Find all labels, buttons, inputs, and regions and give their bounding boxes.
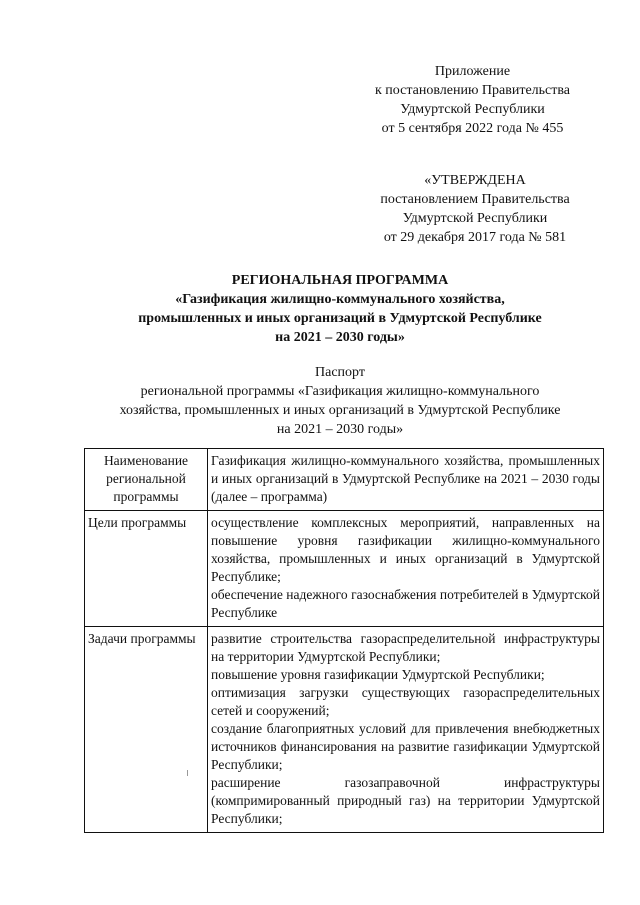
passport-heading (60, 363, 620, 439)
row-name-cell: Задачи программы (85, 627, 208, 833)
appendix-line: Удмуртской Республики (400, 102, 545, 117)
appendix-header (345, 62, 600, 138)
row-item: расширение газозаправочной инфраструктуры (компримированный природный газ) на территории Удмуртской Республики; (211, 775, 600, 826)
passport-table (84, 448, 604, 833)
appendix-line: Приложение (434, 64, 511, 79)
row-item: обеспечение надежного газоснабжения потребителей в Удмуртской Республике (211, 587, 600, 620)
appendix-line: от 5 сентября 2022 года № 455 (381, 121, 564, 136)
row-item: развитие строительства газораспределительной инфраструктуры на территории Удмуртской Республики; (211, 631, 600, 664)
title-line: «Газификация жилищно-коммунального хозяйства, (175, 292, 505, 307)
row-value-cell (208, 449, 604, 511)
title-line: РЕГИОНАЛЬНАЯ ПРОГРАММА (231, 273, 449, 288)
row-item: осуществление комплексных мероприятий, направленных на повышение уровня газификации жилищно-коммунального хозяйства, промышленных и иных организаций в Удмуртской Республике; (211, 515, 600, 584)
scan-artifact (187, 770, 188, 776)
row-value-cell (208, 511, 604, 627)
passport-line: региональной программы «Газификация жилищно-коммунального (140, 384, 540, 399)
title-line: промышленных и иных организаций в Удмуртской Республике (138, 311, 542, 326)
table-row (85, 449, 604, 511)
row-item: повышение уровня газификации Удмуртской Республики; (211, 667, 545, 682)
table-row (85, 511, 604, 627)
table-row (85, 627, 604, 833)
passport-line: Паспорт (315, 365, 365, 380)
row-value-cell (208, 627, 604, 833)
row-item: оптимизация загрузки существующих газораспределительных сетей и сооружений; (211, 685, 600, 718)
appendix-line: к постановлению Правительства (374, 83, 571, 98)
program-title (60, 271, 620, 347)
approval-line: от 29 декабря 2017 года № 581 (383, 230, 567, 245)
title-line: на 2021 – 2030 годы» (275, 330, 405, 345)
row-item: создание благоприятных условий для привлечения внебюджетных источников финансирования на развитие газификации Удмуртской Республики; (211, 721, 600, 772)
approval-line: Удмуртской Республики (402, 211, 548, 226)
passport-line: на 2021 – 2030 годы» (276, 422, 404, 437)
row-name-cell: Наименование региональной программы (85, 449, 208, 511)
row-name-cell: Цели программы (85, 511, 208, 627)
passport-line: хозяйства, промышленных и иных организаций в Удмуртской Республике (119, 403, 561, 418)
approval-stamp (350, 171, 600, 247)
approval-line: постановлением Правительства (380, 192, 570, 207)
approval-line: «УТВЕРЖДЕНА (424, 173, 526, 188)
row-item: Газификация жилищно-коммунального хозяйства, промышленных и иных организаций в Удмуртской Республике на 2021 – 2030 годы (далее – программа) (211, 453, 600, 504)
